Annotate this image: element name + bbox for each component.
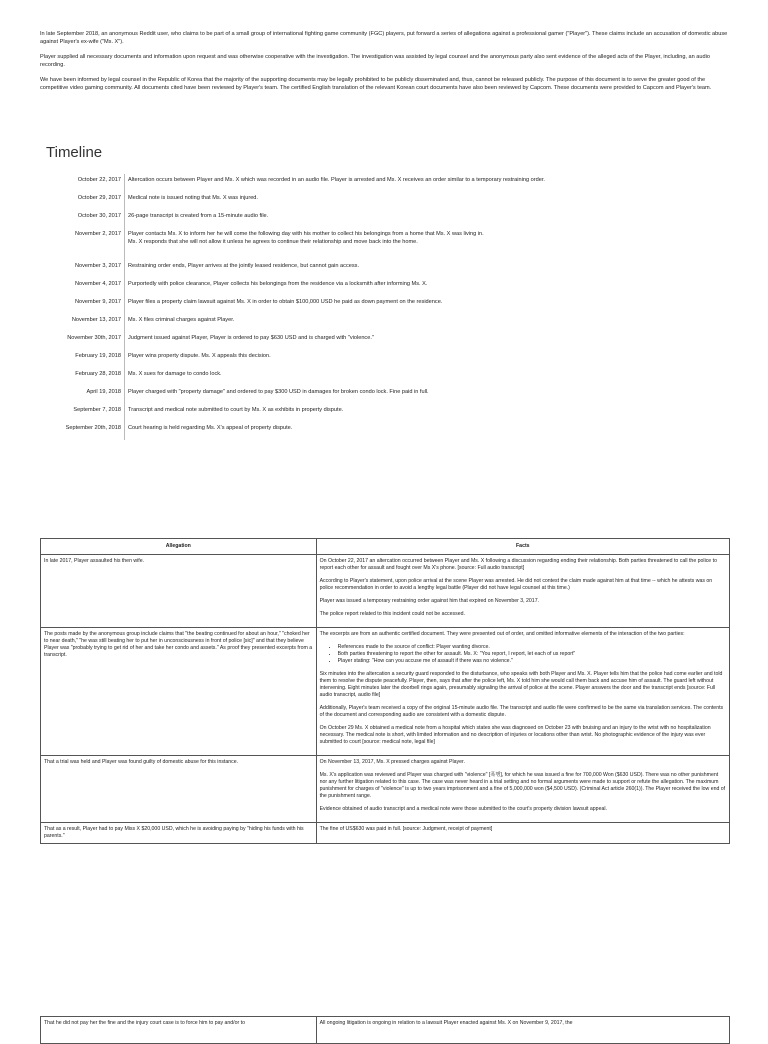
- facts-paragraph: On October 22, 2017 an altercation occurred between Player and Ms. X following a discussion regarding ending their relationship. Both parties threatened to call the police to report each other for assault and fought over Ms X's phone. [source: Full audio transcript]: [319, 558, 717, 571]
- table-row: [41, 1017, 730, 1044]
- facts-paragraph: According to Player's statement, upon police arrival at the scene Player was arrested. He did not contest the claim made against him at that time -- which he attests was on police recommendation in order to avoid a lengthy legal battle (Player did not have legal counsel at this time.): [319, 578, 713, 591]
- timeline-event-line: Ms. X responds that she will not allow it unless he agrees to continue their relationship and move back into the home.: [128, 239, 418, 245]
- timeline-event: Transcript and medical note submitted to court by Ms. X as exhibits in property dispute.: [128, 407, 344, 413]
- timeline-date: November 2, 2017: [40, 228, 125, 260]
- timeline-row: [40, 422, 740, 440]
- timeline-table: [40, 174, 740, 440]
- timeline-event: Purportedly with police clearance, Player collects his belongings from the residence via a locksmith after informing Ms. X.: [128, 281, 428, 287]
- allegation-cell: That as a result, Player had to pay Miss X $20,000 USD, which he is avoiding paying by "hiding his funds with his parents.": [41, 823, 317, 844]
- table-row: [41, 823, 730, 844]
- allegation-cell: In late 2017, Player assaulted his then wife.: [41, 555, 317, 628]
- table-header-row: [41, 539, 730, 555]
- timeline-row: [40, 314, 740, 332]
- timeline-row: [40, 174, 740, 192]
- timeline-date: November 9, 2017: [40, 296, 125, 314]
- timeline-event: Altercation occurs between Player and Ms. X which was recorded in an audio file. Player is arrested and Ms. X receives an order similar to a temporary restraining order.: [128, 177, 545, 183]
- intro-paragraph: Player supplied all necessary documents and information upon request and was otherwise cooperative with the investigation. The investigation was assisted by legal counsel and the anonymous party also sent evidence of the alleged acts of the Player, including, an audio recording.: [40, 54, 710, 68]
- facts-cell: [316, 628, 729, 756]
- facts-paragraph: Six minutes into the altercation a security guard responded to the disturbance, who speaks with both Player and Ms. X. Player tells him that the police had come earlier and told them to resolve the dispute peacefully. Player, then, says that after the police left, Ms. X told him she would call them back and accuse him of assault. The guard left without intervening. Eight minutes later the doorbell rings again, presumably signaling the arrival of police at the scene. Player answers the door and the transcript ends [source: Full audio transcript, audio file]: [319, 671, 723, 698]
- timeline-event: Player files a property claim lawsuit against Ms. X in order to obtain $100,000 USD he paid as down payment on the residence.: [128, 299, 443, 305]
- timeline-heading: Timeline: [46, 144, 103, 161]
- timeline-row: [40, 350, 740, 368]
- timeline-event: Player wins property dispute. Ms. X appeals this decision.: [128, 353, 271, 359]
- timeline-date: November 13, 2017: [40, 314, 125, 332]
- timeline-date: February 28, 2018: [40, 368, 125, 386]
- list-item: • Both parties threatening to report the other for assault. Ms. X: "You report, I report, let each of us report": [338, 651, 726, 658]
- timeline-event: Player charged with "property damage" and ordered to pay $300 USD in damages for broken condo lock. Fine paid in full.: [128, 389, 429, 395]
- timeline-date: September 20th, 2018: [40, 422, 125, 440]
- timeline-event: Restraining order ends, Player arrives at the jointly leased residence, but cannot gain access.: [128, 263, 360, 269]
- list-item: • References made to the source of conflict: Player wanting divorce.: [338, 644, 726, 651]
- table-row: [41, 756, 730, 823]
- facts-paragraph: The police report related to this incident could not be accessed.: [319, 611, 465, 617]
- table-row: [41, 555, 730, 628]
- facts-paragraph: Player was issued a temporary restraining order against him that expired on November 3, 2017.: [319, 598, 540, 604]
- timeline-event: Judgment issued against Player, Player is ordered to pay $630 USD and is charged with "violence.": [128, 335, 374, 341]
- timeline-date: October 30, 2017: [40, 210, 125, 228]
- timeline-event: Medical note is issued noting that Ms. X was injured.: [128, 195, 258, 201]
- timeline-row: [40, 368, 740, 386]
- facts-cell: [316, 555, 729, 628]
- continued-table: [40, 1016, 730, 1044]
- timeline-row: [40, 228, 740, 260]
- facts-bullet-list: [320, 644, 726, 665]
- facts-paragraph: The fine of US$630 was paid in full. [source: Judgment, receipt of payment]: [319, 826, 493, 832]
- timeline-event: Ms. X sues for damage to condo lock.: [128, 371, 222, 377]
- timeline-date: November 4, 2017: [40, 278, 125, 296]
- timeline-event: Court hearing is held regarding Ms. X's appeal of property dispute.: [128, 425, 293, 431]
- timeline-date: April 19, 2018: [40, 386, 125, 404]
- timeline-date: October 29, 2017: [40, 192, 125, 210]
- timeline-row: [40, 296, 740, 314]
- facts-paragraph: On October 29 Ms. X obtained a medical note from a hospital which states she was diagnosed on October 23 with bruising and an injury to the wrist with no hospitalization necessary. The medical note is short, with limited information and no description of injuries or locations other than wrist. No photographic evidence of the injury was ever submitted to court [source: medical note, legal file]: [319, 725, 711, 745]
- timeline-date: November 30th, 2017: [40, 332, 125, 350]
- intro-paragraph: We have been informed by legal counsel in the Republic of Korea that the majority of the supporting documents may be legally prohibited to be publicly disseminated and, thus, cannot be released publicly. The purpose of this document is to serve the greater good of the competitive video gaming community. All documents cited have been reviewed by Player's team. The certified English translation of the relevant Korean court documents have also been reviewed by Capcom. These documents were provided to Capcom and Player's team.: [40, 77, 712, 91]
- facts-paragraph: The excerpts are from an authentic certified document. They were presented out of order, and omitted informative elements of the interaction of the two parties:: [319, 631, 685, 637]
- timeline-date: September 7, 2018: [40, 404, 125, 422]
- facts-paragraph: Additionally, Player's team received a copy of the original 15-minute audio file. The transcript and audio file were confirmed to be the same via translation services. The contents of the document and corresponding audio are consistent with a domestic dispute.: [319, 705, 724, 718]
- intro-paragraph: In late September 2018, an anonymous Reddit user, who claims to be part of a small group of international fighting game community (FGC) players, put forward a series of allegations against a professional gamer ("Player"). These claims include an accusation of domestic abuse against Player's ex-wife ("Ms. X").: [40, 31, 728, 45]
- facts-paragraph: Ms. X's application was reviewed and Player was charged with "violence" [폭행], for which he was issued a fine for 700,000 Won ($630 USD). There was no other punishment nor any further litigation related to this case. The case was never heard in a trial setting and no formal arguments were made to support or refute the allegation. The maximum punishment for charges of "violence" is up to two years imprisonment and a fine of 5,000,000 won ($4,500 USD). (Criminal Act article 260(1)). The Player received the low end of the punishment range.: [319, 772, 726, 799]
- facts-cell: [316, 823, 729, 844]
- timeline-row: [40, 278, 740, 296]
- timeline-row: [40, 260, 740, 278]
- facts-column-header: Facts: [316, 539, 729, 555]
- timeline-row: [40, 210, 740, 228]
- allegation-column-header: Allegation: [41, 539, 317, 555]
- facts-paragraph: On November 13, 2017, Ms. X pressed charges against Player.: [319, 759, 465, 765]
- timeline-row: [40, 192, 740, 210]
- allegation-cell: The posts made by the anonymous group include claims that "the beating continued for about an hour," "choked her to near death," "he was still beating her to put her in unconsciousness in front of police [sic]" and that they believe Player was "probably trying to get rid of her and take her condo and assets." As proof they presented excerpts from a transcript.: [41, 628, 317, 756]
- facts-paragraph: Evidence obtained of audio transcript and a medical note were those submitted to the court's property division lawsuit appeal.: [319, 806, 607, 812]
- timeline-date: November 3, 2017: [40, 260, 125, 278]
- facts-cell: [316, 756, 729, 823]
- list-item: • Player stating: "How can you accuse me of assault if there was no violence.": [338, 658, 726, 665]
- table-row: [41, 628, 730, 756]
- allegation-cell: That he did not pay her the fine and the injury court case is to force him to pay and/or to: [41, 1017, 317, 1044]
- timeline-event: 26-page transcript is created from a 15-minute audio file.: [128, 213, 269, 219]
- timeline-row: [40, 332, 740, 350]
- timeline-row: [40, 404, 740, 422]
- allegations-facts-table: [40, 538, 730, 844]
- timeline-row: [40, 386, 740, 404]
- facts-cell: All ongoing litigation is ongoing in relation to a lawsuit Player enacted against Ms. X on November 9, 2017, the: [316, 1017, 729, 1044]
- timeline-event: [125, 228, 741, 260]
- timeline-date: October 22, 2017: [40, 174, 125, 192]
- timeline-date: February 19, 2018: [40, 350, 125, 368]
- allegation-cell: That a trial was held and Player was found guilty of domestic abuse for this instance.: [41, 756, 317, 823]
- timeline-event: Ms. X files criminal charges against Player.: [128, 317, 235, 323]
- intro-section: [40, 30, 730, 99]
- timeline-event-line: Player contacts Ms. X to inform her he will come the following day with his mother to collect his belongings from a home that Ms. X was living in.: [128, 231, 484, 237]
